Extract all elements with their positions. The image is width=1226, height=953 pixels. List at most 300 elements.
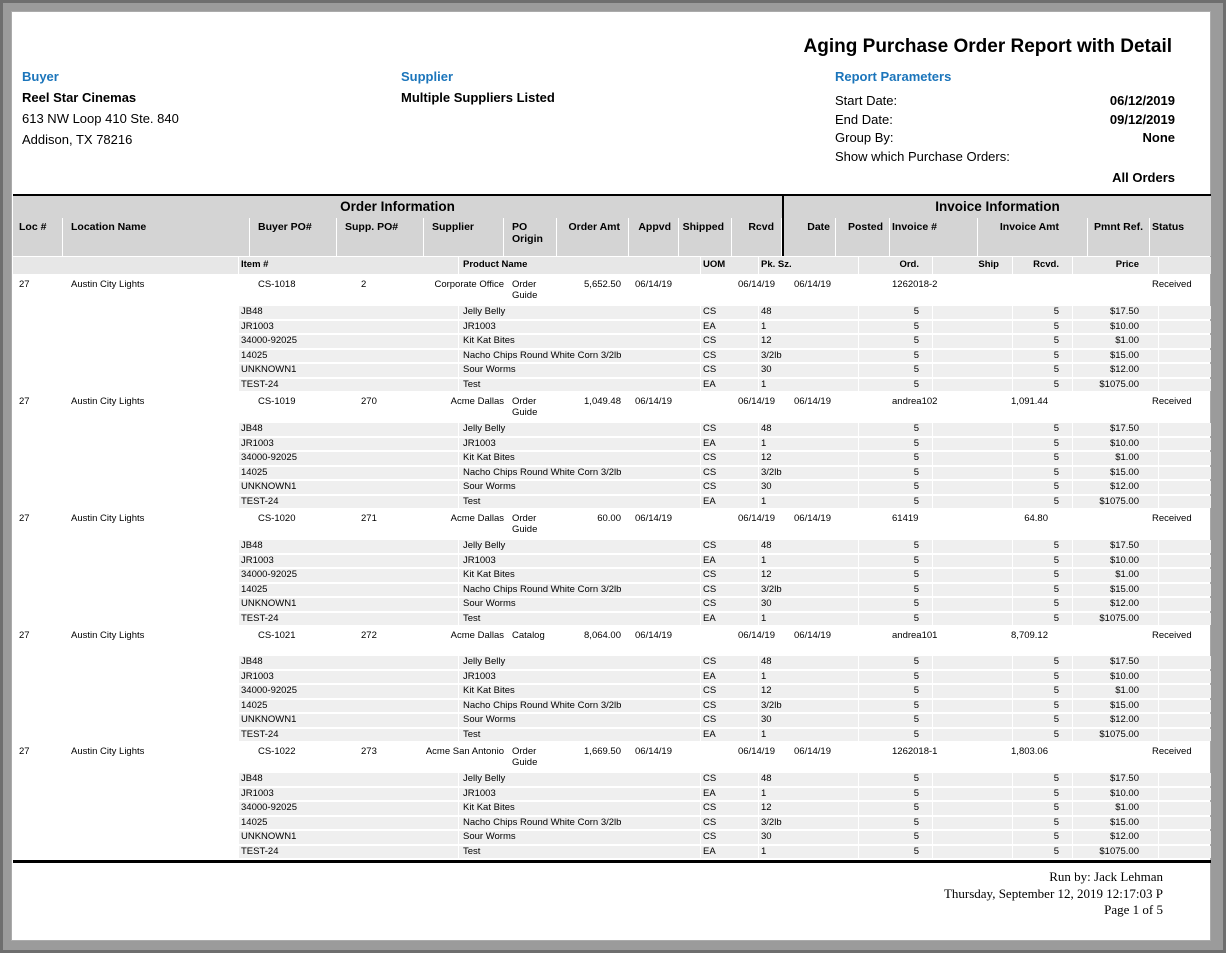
- col-header-invoice-no: Invoice #: [890, 218, 978, 256]
- item-uom: EA: [701, 379, 759, 392]
- item-uom: CS: [701, 773, 759, 786]
- item-ord-qty: 5: [859, 350, 933, 363]
- item-uom: EA: [701, 729, 759, 742]
- item-ord-qty: 5: [859, 613, 933, 626]
- item-indent: [13, 481, 239, 494]
- order-amt: 60.00: [597, 513, 621, 524]
- item-price: $17.50: [1073, 306, 1159, 319]
- item-price: $15.00: [1073, 700, 1159, 713]
- item-tail: [1159, 306, 1211, 319]
- item-rcvd-qty: 5: [1013, 364, 1073, 377]
- item-rcvd-qty: 5: [1013, 569, 1073, 582]
- item-number: JR1003: [239, 555, 459, 568]
- item-row: [13, 555, 1211, 568]
- param-value: None: [1142, 130, 1175, 145]
- item-pk-sz: 1: [759, 613, 859, 626]
- order-appvd-date: 06/14/19: [635, 746, 672, 757]
- item-indent: [13, 438, 239, 451]
- item-pk-sz: 30: [759, 714, 859, 727]
- item-uom: CS: [701, 700, 759, 713]
- item-row: [13, 685, 1211, 698]
- item-pk-sz: 1: [759, 438, 859, 451]
- item-pk-sz: 1: [759, 788, 859, 801]
- item-row: [13, 846, 1211, 859]
- item-col-header-uom: UOM: [701, 257, 759, 274]
- invoice-date: 06/14/19: [794, 746, 831, 757]
- item-uom: CS: [701, 350, 759, 363]
- item-ship-qty: [933, 350, 1013, 363]
- item-indent: [13, 831, 239, 844]
- item-pk-sz: 3/2lb: [759, 467, 859, 480]
- item-pk-sz: 1: [759, 555, 859, 568]
- item-uom: EA: [701, 671, 759, 684]
- item-row: [13, 598, 1211, 611]
- item-product-name: JR1003: [459, 788, 701, 801]
- item-tail: [1159, 773, 1211, 786]
- item-number: UNKNOWN1: [239, 714, 459, 727]
- item-rcvd-qty: 5: [1013, 613, 1073, 626]
- invoice-posted-date: [836, 513, 890, 535]
- item-number: TEST-24: [239, 729, 459, 742]
- item-pk-sz: 30: [759, 481, 859, 494]
- item-pk-sz: 48: [759, 306, 859, 319]
- item-product-name: Sour Worms: [459, 714, 701, 727]
- buyer-address-line1: 613 NW Loop 410 Ste. 840: [22, 111, 179, 126]
- item-rcvd-qty: 5: [1013, 555, 1073, 568]
- item-indent: [13, 496, 239, 509]
- item-number: 34000-92025: [239, 335, 459, 348]
- item-price: $1075.00: [1073, 846, 1159, 859]
- invoice-date: 06/14/19: [794, 630, 831, 641]
- item-row: [13, 452, 1211, 465]
- item-ship-qty: [933, 685, 1013, 698]
- order-amt: 5,652.50: [584, 279, 621, 290]
- item-ord-qty: 5: [859, 306, 933, 319]
- item-ord-qty: 5: [859, 569, 933, 582]
- item-product-name: Kit Kat Bites: [459, 802, 701, 815]
- buyer-name: Reel Star Cinemas: [22, 90, 137, 105]
- section-header-order-information: Order Information: [13, 196, 782, 218]
- invoice-amt: 64.80: [1024, 513, 1048, 524]
- item-ord-qty: 5: [859, 831, 933, 844]
- item-column-header-row: [13, 257, 1211, 274]
- invoice-pmnt-ref: [1088, 630, 1150, 651]
- item-col-header-item-no: Item #: [239, 257, 459, 274]
- order-po-origin: Order Guide: [512, 513, 538, 535]
- col-header-supp-po: Supp. PO#: [337, 218, 424, 256]
- item-rcvd-qty: 5: [1013, 802, 1073, 815]
- item-tail: [1159, 496, 1211, 509]
- item-product-name: Jelly Belly: [459, 656, 701, 669]
- item-indent: [13, 685, 239, 698]
- invoice-posted-date: [836, 746, 890, 768]
- item-product-name: Kit Kat Bites: [459, 452, 701, 465]
- item-col-header-price: Price: [1073, 257, 1159, 274]
- item-price: $1075.00: [1073, 496, 1159, 509]
- item-indent: [13, 700, 239, 713]
- item-pk-sz: 12: [759, 569, 859, 582]
- order-loc: 27: [19, 396, 30, 407]
- item-header-indent: [13, 257, 239, 274]
- item-tail: [1159, 788, 1211, 801]
- item-product-name: Test: [459, 496, 701, 509]
- item-price: $10.00: [1073, 555, 1159, 568]
- buyer-address-line2: Addison, TX 78216: [22, 132, 133, 147]
- item-price: $12.00: [1073, 831, 1159, 844]
- order-location-name: Austin City Lights: [71, 396, 145, 407]
- item-indent: [13, 773, 239, 786]
- item-tail: [1159, 584, 1211, 597]
- item-row: [13, 496, 1211, 509]
- col-header-loc: Loc #: [13, 218, 63, 256]
- table-bottom-rule: [13, 860, 1211, 863]
- item-rcvd-qty: 5: [1013, 656, 1073, 669]
- param-label: End Date:: [835, 111, 893, 127]
- order-amt: 1,669.50: [584, 746, 621, 757]
- item-product-name: Sour Worms: [459, 364, 701, 377]
- item-uom: CS: [701, 423, 759, 436]
- item-number: UNKNOWN1: [239, 481, 459, 494]
- item-price: $1.00: [1073, 685, 1159, 698]
- item-tail: [1159, 335, 1211, 348]
- item-ship-qty: [933, 438, 1013, 451]
- order-rcvd-date: 06/14/19: [738, 513, 775, 524]
- order-supplier: Acme Dallas: [450, 396, 504, 407]
- item-product-name: Sour Worms: [459, 831, 701, 844]
- item-product-name: Test: [459, 729, 701, 742]
- item-product-name: Jelly Belly: [459, 540, 701, 553]
- item-pk-sz: 30: [759, 364, 859, 377]
- item-tail: [1159, 569, 1211, 582]
- item-uom: EA: [701, 613, 759, 626]
- item-product-name: Test: [459, 613, 701, 626]
- param-row-show-which: [835, 148, 1175, 167]
- order-row: [13, 627, 1211, 651]
- report-parameters-label: Report Parameters: [835, 69, 952, 84]
- item-pk-sz: 1: [759, 496, 859, 509]
- item-uom: EA: [701, 438, 759, 451]
- item-indent: [13, 729, 239, 742]
- item-rcvd-qty: 5: [1013, 584, 1073, 597]
- col-header-appvd: Appvd: [629, 218, 679, 256]
- page-title: Aging Purchase Order Report with Detail: [803, 36, 1172, 57]
- item-ord-qty: 5: [859, 467, 933, 480]
- param-label: Start Date:: [835, 93, 898, 108]
- item-uom: CS: [701, 802, 759, 815]
- item-row: [13, 438, 1211, 451]
- order-shipped-date: [679, 746, 732, 768]
- item-rcvd-qty: 5: [1013, 481, 1073, 494]
- supplier-value: Multiple Suppliers Listed: [401, 90, 555, 105]
- item-uom: EA: [701, 321, 759, 334]
- item-rcvd-qty: 5: [1013, 335, 1073, 348]
- item-tail: [1159, 817, 1211, 830]
- col-header-po-origin: PO Origin: [504, 218, 557, 256]
- item-pk-sz: 48: [759, 773, 859, 786]
- item-indent: [13, 656, 239, 669]
- item-ord-qty: 5: [859, 379, 933, 392]
- item-uom: CS: [701, 656, 759, 669]
- item-ord-qty: 5: [859, 802, 933, 815]
- item-number: 34000-92025: [239, 802, 459, 815]
- item-ship-qty: [933, 496, 1013, 509]
- item-rcvd-qty: 5: [1013, 831, 1073, 844]
- item-indent: [13, 714, 239, 727]
- item-ord-qty: 5: [859, 452, 933, 465]
- item-ord-qty: 5: [859, 714, 933, 727]
- item-ord-qty: 5: [859, 700, 933, 713]
- item-product-name: Nacho Chips Round White Corn 3/2lb: [459, 350, 701, 363]
- invoice-date: 06/14/19: [794, 396, 831, 407]
- item-row: [13, 379, 1211, 392]
- item-number: JB48: [239, 423, 459, 436]
- item-price: $17.50: [1073, 773, 1159, 786]
- item-number: 34000-92025: [239, 569, 459, 582]
- order-location-name: Austin City Lights: [71, 746, 145, 757]
- order-amt: 8,064.00: [584, 630, 621, 641]
- invoice-amt: [978, 279, 1088, 301]
- order-buyer-po: CS-1018: [258, 279, 296, 290]
- item-pk-sz: 12: [759, 802, 859, 815]
- item-row: [13, 773, 1211, 786]
- item-indent: [13, 321, 239, 334]
- item-tail: [1159, 831, 1211, 844]
- order-rcvd-date: 06/14/19: [738, 630, 775, 641]
- param-row-end-date: [835, 111, 1175, 130]
- item-ord-qty: 5: [859, 364, 933, 377]
- item-tail: [1159, 540, 1211, 553]
- item-ship-qty: [933, 584, 1013, 597]
- item-indent: [13, 452, 239, 465]
- order-amt: 1,049.48: [584, 396, 621, 407]
- order-loc: 27: [19, 630, 30, 641]
- item-rcvd-qty: 5: [1013, 817, 1073, 830]
- item-row: [13, 831, 1211, 844]
- item-ship-qty: [933, 802, 1013, 815]
- item-product-name: Jelly Belly: [459, 423, 701, 436]
- invoice-posted-date: [836, 279, 890, 301]
- item-row: [13, 729, 1211, 742]
- item-row: [13, 714, 1211, 727]
- item-ord-qty: 5: [859, 540, 933, 553]
- item-rcvd-qty: 5: [1013, 685, 1073, 698]
- item-pk-sz: 30: [759, 598, 859, 611]
- order-status: Received: [1152, 396, 1192, 407]
- table-body: [13, 276, 1211, 858]
- footer-datetime: Thursday, September 12, 2019 12:17:03 P: [943, 885, 1163, 901]
- item-number: JR1003: [239, 438, 459, 451]
- item-ship-qty: [933, 817, 1013, 830]
- item-number: JB48: [239, 306, 459, 319]
- supplier-block: [401, 66, 555, 108]
- item-price: $1075.00: [1073, 729, 1159, 742]
- param-show-value: All Orders: [1112, 170, 1175, 185]
- col-header-status: Status: [1150, 218, 1211, 256]
- order-location-name: Austin City Lights: [71, 513, 145, 524]
- item-indent: [13, 613, 239, 626]
- item-ship-qty: [933, 379, 1013, 392]
- invoice-posted-date: [836, 396, 890, 418]
- report-parameters-block: [835, 66, 1175, 188]
- item-tail: [1159, 685, 1211, 698]
- item-price: $12.00: [1073, 481, 1159, 494]
- item-pk-sz: 1: [759, 846, 859, 859]
- invoice-pmnt-ref: [1088, 746, 1150, 768]
- item-uom: EA: [701, 496, 759, 509]
- item-number: JB48: [239, 773, 459, 786]
- item-tail: [1159, 714, 1211, 727]
- item-ship-qty: [933, 423, 1013, 436]
- item-uom: CS: [701, 685, 759, 698]
- item-uom: EA: [701, 788, 759, 801]
- supplier-label: Supplier: [401, 69, 454, 84]
- item-price: $15.00: [1073, 817, 1159, 830]
- order-supp-po: 272: [361, 630, 377, 641]
- buyer-block: [22, 66, 179, 150]
- order-supp-po: 270: [361, 396, 377, 407]
- item-pk-sz: 30: [759, 831, 859, 844]
- item-price: $15.00: [1073, 467, 1159, 480]
- item-tail: [1159, 350, 1211, 363]
- item-row: [13, 350, 1211, 363]
- item-number: UNKNOWN1: [239, 598, 459, 611]
- order-rcvd-date: 06/14/19: [738, 746, 775, 757]
- item-uom: CS: [701, 306, 759, 319]
- item-price: $10.00: [1073, 321, 1159, 334]
- order-shipped-date: [679, 513, 732, 535]
- section-header-invoice-information: Invoice Information: [782, 196, 1211, 218]
- column-header-row: [13, 218, 1211, 256]
- col-header-order-amt: Order Amt: [557, 218, 629, 256]
- item-ship-qty: [933, 613, 1013, 626]
- item-row: [13, 481, 1211, 494]
- item-price: $12.00: [1073, 714, 1159, 727]
- order-buyer-po: CS-1021: [258, 630, 296, 641]
- invoice-amt: 1,091.44: [1011, 396, 1048, 407]
- invoice-date: 06/14/19: [794, 279, 831, 290]
- item-price: $1.00: [1073, 452, 1159, 465]
- invoice-number: andrea102: [892, 396, 938, 407]
- order-row: [13, 276, 1211, 301]
- item-price: $15.00: [1073, 350, 1159, 363]
- order-location-name: Austin City Lights: [71, 279, 145, 290]
- item-number: UNKNOWN1: [239, 831, 459, 844]
- item-ord-qty: 5: [859, 438, 933, 451]
- invoice-date: 06/14/19: [794, 513, 831, 524]
- item-tail: [1159, 555, 1211, 568]
- item-ship-qty: [933, 555, 1013, 568]
- item-ord-qty: 5: [859, 423, 933, 436]
- item-pk-sz: 1: [759, 729, 859, 742]
- invoice-pmnt-ref: [1088, 279, 1150, 301]
- order-supplier: Acme San Antonio: [425, 746, 504, 757]
- item-uom: CS: [701, 467, 759, 480]
- item-col-header-ship: Ship: [933, 257, 1013, 274]
- item-indent: [13, 364, 239, 377]
- item-tail: [1159, 846, 1211, 859]
- item-indent: [13, 598, 239, 611]
- item-ord-qty: 5: [859, 481, 933, 494]
- item-number: JB48: [239, 540, 459, 553]
- item-price: $17.50: [1073, 656, 1159, 669]
- param-value: 06/12/2019: [1109, 93, 1175, 108]
- item-col-header-pk-sz: Pk. Sz.: [759, 257, 859, 274]
- footer-page-number: Page 1 of 5: [1104, 902, 1163, 917]
- order-supplier: Corporate Office: [434, 279, 504, 290]
- item-ship-qty: [933, 452, 1013, 465]
- item-ship-qty: [933, 335, 1013, 348]
- item-pk-sz: 1: [759, 671, 859, 684]
- item-ord-qty: 5: [859, 321, 933, 334]
- order-loc: 27: [19, 279, 30, 290]
- item-row: [13, 700, 1211, 713]
- invoice-posted-date: [836, 630, 890, 651]
- item-rcvd-qty: 5: [1013, 598, 1073, 611]
- item-row: [13, 321, 1211, 334]
- item-number: JB48: [239, 656, 459, 669]
- invoice-amt: 1,803.06: [1011, 746, 1048, 757]
- item-price: $1075.00: [1073, 379, 1159, 392]
- order-supp-po: 2: [361, 279, 367, 290]
- item-indent: [13, 846, 239, 859]
- item-product-name: Kit Kat Bites: [459, 335, 701, 348]
- item-price: $10.00: [1073, 438, 1159, 451]
- order-buyer-po: CS-1022: [258, 746, 296, 757]
- item-row: [13, 788, 1211, 801]
- item-product-name: JR1003: [459, 671, 701, 684]
- invoice-pmnt-ref: [1088, 513, 1150, 535]
- param-value: 09/12/2019: [1109, 111, 1175, 127]
- item-pk-sz: 12: [759, 452, 859, 465]
- item-ship-qty: [933, 540, 1013, 553]
- item-ord-qty: 5: [859, 598, 933, 611]
- item-price: $15.00: [1073, 584, 1159, 597]
- item-row: [13, 671, 1211, 684]
- item-number: 14025: [239, 817, 459, 830]
- item-uom: CS: [701, 452, 759, 465]
- item-product-name: Jelly Belly: [459, 773, 701, 786]
- invoice-number: 1262018-2: [892, 279, 938, 290]
- item-number: UNKNOWN1: [239, 364, 459, 377]
- report-table: [13, 194, 1211, 919]
- item-ord-qty: 5: [859, 685, 933, 698]
- item-header-tail: [1159, 257, 1211, 274]
- order-location-name: Austin City Lights: [71, 630, 145, 641]
- order-appvd-date: 06/14/19: [635, 396, 672, 407]
- item-rcvd-qty: 5: [1013, 452, 1073, 465]
- invoice-amt: 8,709.12: [1011, 630, 1048, 641]
- order-appvd-date: 06/14/19: [635, 279, 672, 290]
- item-ship-qty: [933, 656, 1013, 669]
- item-row: [13, 306, 1211, 319]
- item-rcvd-qty: 5: [1013, 540, 1073, 553]
- report-page: [11, 11, 1211, 941]
- item-tail: [1159, 671, 1211, 684]
- item-price: $10.00: [1073, 788, 1159, 801]
- col-header-location-name: Location Name: [63, 218, 250, 256]
- item-row: [13, 569, 1211, 582]
- item-rcvd-qty: 5: [1013, 306, 1073, 319]
- item-uom: CS: [701, 540, 759, 553]
- item-ship-qty: [933, 714, 1013, 727]
- item-pk-sz: 3/2lb: [759, 584, 859, 597]
- order-shipped-date: [679, 630, 732, 651]
- item-rcvd-qty: 5: [1013, 788, 1073, 801]
- order-status: Received: [1152, 513, 1192, 524]
- param-label: Group By:: [835, 130, 894, 145]
- item-number: 34000-92025: [239, 685, 459, 698]
- item-tail: [1159, 467, 1211, 480]
